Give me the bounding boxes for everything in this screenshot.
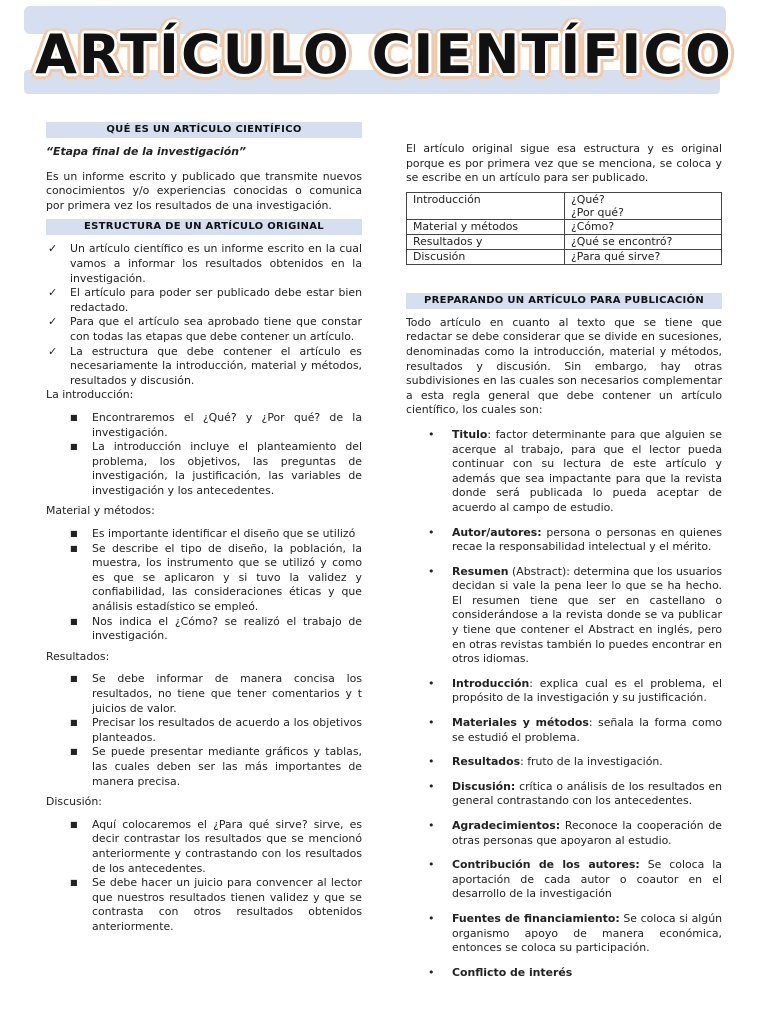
definition-quote: “Etapa final de la investigación” (46, 145, 246, 158)
bullet-icon: • (428, 427, 435, 441)
discussion-list (46, 818, 362, 935)
section-label-discussion: Discusión: (46, 795, 102, 809)
list-item: ■ Precisar los resultados de acuerdo a los objetivos planteados. (70, 716, 362, 744)
table-cell: ¿Qué? ¿Por qué? (565, 192, 722, 219)
list-item: ■ La introducción incluye el planteamiento del problema, los objetivos, las preguntas de investigación, la justificación, las variables de investigación y los antecedentes. (70, 440, 362, 497)
square-bullet-icon: ■ (70, 543, 78, 553)
list-item: • Discusión: crítica o análisis de los resultados en general contrastando con los antecedentes. (428, 779, 722, 808)
list-item: ■ Nos indica el ¿Cómo? se realizó el trabajo de investigación. (70, 614, 362, 643)
section-heading-publication: PREPARANDO UN ARTÍCULO PARA PUBLICACIÓN (406, 293, 722, 309)
checkmark-icon: ✓ (48, 315, 58, 329)
bullet-icon: • (428, 716, 435, 730)
bullet-icon: • (428, 676, 435, 690)
structure-intro-text: El artículo original sigue esa estructura y es original porque es por primera vez que se menciona, se coloca y se escribe en un artículo para ser publicado. (406, 142, 722, 185)
list-item: ■ Aquí colocaremos el ¿Para qué sirve? sirve, es decir contrastar los resultados que se mencionó anteriormente y contrastando con los resultados de los antecedentes. (70, 817, 362, 875)
list-item: ■ Se debe hacer un juicio para convencer al lector que nuestros resultados tienen validez y que se contrasta con otros resultados obtenidos anteriormente. (70, 876, 362, 933)
bullet-icon: • (428, 779, 435, 793)
table-cell: Discusión (407, 249, 565, 264)
table-row (407, 249, 722, 264)
list-item: • Resultados: fruto de la investigación. (428, 755, 663, 769)
list-item: ■ Se puede presentar mediante gráficos y tablas, las cuales deben ser las más importantes de manera precisa. (70, 745, 362, 788)
table-cell: ¿Para qué sirve? (565, 249, 722, 264)
square-bullet-icon: ■ (70, 442, 78, 452)
checklist-item: ✓ El artículo para poder ser publicado debe estar bien redactado. (48, 286, 362, 314)
list-item: • Resumen (Abstract): determina que los usuarios decidan si vale la pena leer lo que se ha hecho. El resumen tiene que ser en castellano o considerándose a la revista donde se va publicar y tiene que contener el Abstract en inglés, pero en otras revistas también lo puedes encontrar en otros idiomas. (428, 564, 722, 666)
table-row (407, 234, 722, 249)
list-item: ■ Se describe el tipo de diseño, la población, la muestra, los instrumento que se utilizó y como es que se aplicaron y si tuvo la validez y confiabilidad, las consideraciones éticas y que análisis estadístico se empleó. (70, 541, 362, 614)
list-item: • Introducción: explica cual es el problema, el propósito de la investigación y su justificación. (428, 676, 722, 705)
results-list (46, 672, 362, 789)
bullet-icon: • (428, 755, 435, 769)
square-bullet-icon: ■ (70, 529, 78, 539)
list-item: • Agradecimientos: Reconoce la cooperación de otras personas que apoyaron al estudio. (428, 819, 722, 847)
bullet-icon: • (428, 819, 435, 832)
section-label-introduction: La introducción: (46, 388, 134, 402)
right-column (406, 142, 722, 990)
list-item: • Conflicto de interés (428, 965, 573, 979)
table-cell: Introducción (407, 192, 565, 219)
bullet-icon: • (428, 911, 435, 925)
bullet-icon: • (428, 965, 435, 979)
table-row (407, 219, 722, 234)
list-item: ■ Encontraremos el ¿Qué? y ¿Por qué? de la investigación. (70, 410, 362, 439)
square-bullet-icon: ■ (70, 747, 78, 757)
bullet-icon: • (428, 525, 435, 539)
publication-text: Todo artículo en cuanto al texto que se tiene que redactar se debe considerar que se divide en sucesiones, denominadas como la introducción, material y métodos, resultados y discusión. Sin embargo, hay otras subdivisiones en las cuales son necesarios complementar a esta regla general que debe contener un artículo científico, los cuales son: (406, 315, 722, 417)
table-row (407, 192, 722, 219)
list-item: • Fuentes de financiamiento: Se coloca si algún organismo apoyo de manera económica, entonces se coloca su participación. (428, 911, 722, 955)
bullet-icon: • (428, 858, 435, 872)
checkmark-icon: ✓ (48, 286, 58, 300)
structure-questions-table (406, 192, 722, 265)
list-item: • Contribución de los autores: Se coloca la aportación de cada autor o coautor en el desarrollo de la investigación (428, 858, 722, 901)
methods-list (46, 527, 362, 644)
list-item: ■ Se debe informar de manera concisa los resultados, no tiene que tener comentarios y t juicios de valor. (70, 672, 362, 715)
introduction-list (46, 411, 362, 499)
left-column (46, 122, 362, 941)
table-cell: Resultados y (407, 234, 565, 249)
table-cell: Material y métodos (407, 219, 565, 234)
checklist-item: ✓ Un artículo científico es un informe escrito en la cual vamos a informar los resultados obtenidos en la investigación. (48, 242, 362, 285)
list-item: • Materiales y métodos: señala la forma como se estudió el problema. (428, 716, 722, 744)
section-label-methods: Material y métodos: (46, 504, 155, 518)
table-cell: ¿Qué se encontró? (565, 234, 722, 249)
structure-checklist (46, 242, 362, 388)
section-label-results: Resultados: (46, 649, 110, 663)
square-bullet-icon: ■ (70, 718, 78, 728)
section-heading-structure: ESTRUCTURA DE UN ARTÍCULO ORIGINAL (46, 219, 362, 235)
definition-text: Es un informe escrito y publicado que transmite nuevos conocimientos y/o experiencias conocidas o comunica por primera vez los resultados de una investigación. (46, 169, 362, 212)
list-item: • Titulo: factor determinante para que alguien se acerque al trabajo, para que el lector pueda continuar con su lectura de este artículo y además que sea impactante para que la revista donde será publicada lo pueda aceptar de acuerdo al campo de estudio. (428, 427, 722, 514)
page-title: ARTÍCULO CIENTÍFICO (35, 23, 733, 86)
list-item: ■ Es importante identificar el diseño que se utilizó (70, 527, 356, 541)
publication-subdivisions-list (406, 428, 722, 980)
square-bullet-icon: ■ (70, 412, 78, 422)
title-banner (0, 0, 768, 100)
checkmark-icon: ✓ (48, 344, 58, 358)
checklist-item: ✓ Para que el artículo sea aprobado tiene que constar con todas las etapas que debe contener un artículo. (48, 315, 362, 343)
checkmark-icon: ✓ (48, 242, 58, 256)
section-heading-what-is: QUÉ ES UN ARTÍCULO CIENTÍFICO (46, 122, 362, 138)
list-item: • Autor/autores: persona o personas en quienes recae la responsabilidad intelectual y el mérito. (428, 525, 722, 554)
table-cell: ¿Cómo? (565, 219, 722, 234)
bullet-icon: • (428, 564, 435, 578)
square-bullet-icon: ■ (70, 674, 78, 684)
square-bullet-icon: ■ (70, 616, 78, 626)
checklist-item: ✓ La estructura que debe contener el artículo es necesariamente la introducción, material y métodos, resultados y discusión. (48, 344, 362, 387)
square-bullet-icon: ■ (70, 878, 78, 888)
square-bullet-icon: ■ (70, 819, 78, 829)
